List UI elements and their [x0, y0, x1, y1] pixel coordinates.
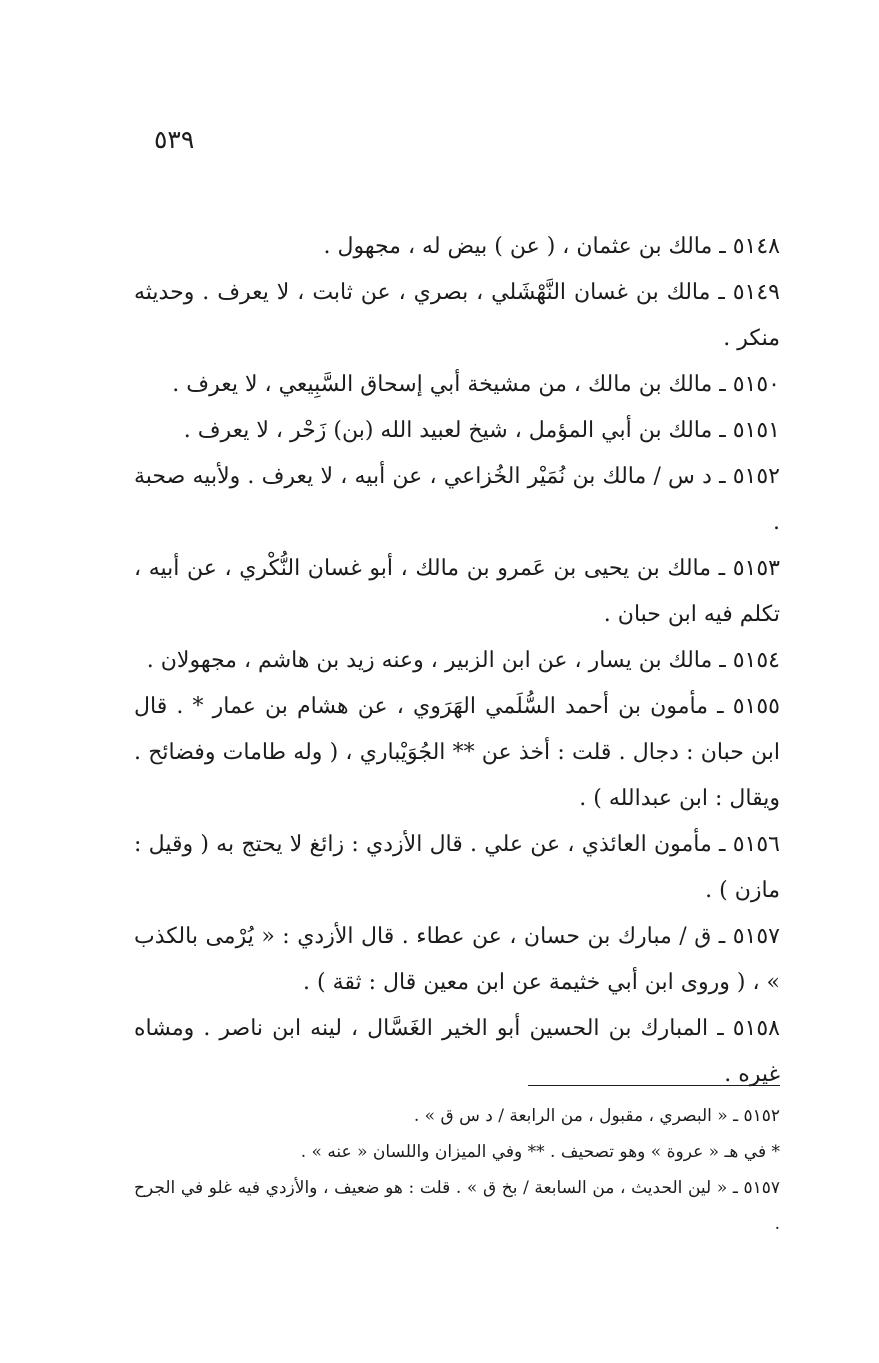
- page-number: ٥٣٩: [154, 125, 195, 154]
- entry-5154: ٥١٥٤ ـ مالك بن يسار ، عن ابن الزبير ، وعنه زيد بن هاشم ، مجهولان .: [146, 648, 780, 673]
- entry-5158: ٥١٥٨ ـ المبارك بن الحسين أبو الخير الغَسَّال ، لينه ابن ناصر . ومشاه غيره .: [134, 1016, 780, 1087]
- footnote-5152: ٥١٥٢ ـ « البصري ، مقبول ، من الرابعة / د س ق » .: [413, 1106, 780, 1126]
- entry-5156: ٥١٥٦ ـ مأمون العائذي ، عن علي . قال الأزدي : زائغ لا يحتج به ( وقيل : مازن ) .: [134, 832, 780, 903]
- entry-5151: ٥١٥١ ـ مالك بن أبي المؤمل ، شيخ لعبيد الله (بن) زَحْر ، لا يعرف .: [183, 418, 780, 443]
- footnote-separator: [528, 1085, 780, 1086]
- entry-5150: ٥١٥٠ ـ مالك بن مالك ، من مشيخة أبي إسحاق السَّبِيعي ، لا يعرف .: [172, 372, 780, 397]
- entry-5155: ٥١٥٥ ـ مأمون بن أحمد السُّلَمي الهَرَوي ، عن هشام بن عمار * . قال ابن حبان : دجال . قلت : أخذ عن ** الجُوَيْباري ، ( وله طامات وفضائح . ويقال : ابن عبدالله ) .: [134, 694, 780, 811]
- entry-5148: ٥١٤٨ ـ مالك بن عثمان ، ( عن ) بيض له ، مجهول .: [323, 234, 780, 259]
- entry-5157: ٥١٥٧ ـ ق / مبارك بن حسان ، عن عطاء . قال الأزدي : « يُرْمى بالكذب » ، ( وروى ابن أبي خثيمة عن ابن معين قال : ثقة ) .: [134, 924, 780, 995]
- footnote-variants: * في هـ « عروة » وهو تصحيف . ** وفي الميزان واللسان « عنه » .: [300, 1142, 780, 1162]
- footnotes: [134, 1098, 780, 1242]
- entry-5149: ٥١٤٩ ـ مالك بن غسان النَّهْشَلي ، بصري ، عن ثابت ، لا يعرف . وحديثه منكر .: [134, 280, 780, 351]
- entry-5153: ٥١٥٣ ـ مالك بن يحيى بن عَمرو بن مالك ، أبو غسان النُّكْري ، عن أبيه ، تكلم فيه ابن حبان .: [134, 556, 780, 627]
- entries-list: [134, 224, 780, 1098]
- entry-5152: ٥١٥٢ ـ د س / مالك بن نُمَيْر الخُزاعي ، عن أبيه ، لا يعرف . ولأبيه صحبة .: [134, 464, 780, 535]
- footnote-5157: ٥١٥٧ ـ « لين الحديث ، من السابعة / بخ ق » . قلت : هو ضعيف ، والأزدي فيه غلو في الجرح .: [134, 1178, 780, 1234]
